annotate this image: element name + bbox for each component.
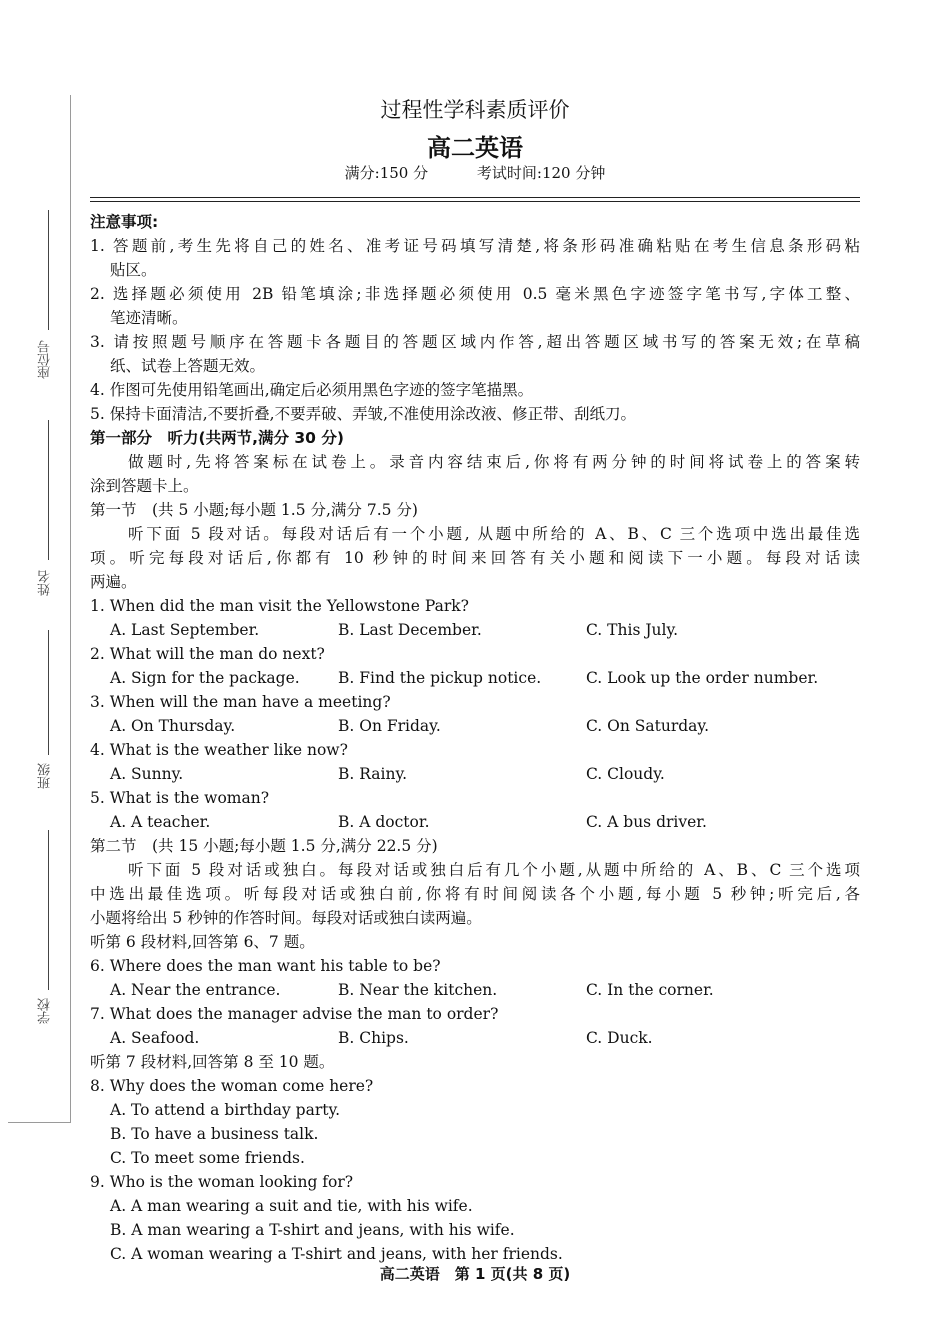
part1-title: 第一部分 听力(共两节,满分 30 分) <box>90 429 344 447</box>
option-b: B. Chips. <box>338 1029 409 1047</box>
option-c: C. To meet some friends. <box>110 1149 305 1167</box>
option-c: C. On Saturday. <box>586 717 710 735</box>
note-line: 2. 选择题必须使用 2B 铅笔填涂;非选择题必须使用 0.5 毫米黑色字迹签字笔书写,字体工整、 <box>90 285 860 303</box>
option-b: B. On Friday. <box>338 717 441 735</box>
option-c: C. A bus driver. <box>586 813 707 831</box>
option-c: C. This July. <box>586 621 679 639</box>
option-b: B. Near the kitchen. <box>338 981 498 999</box>
section2-intro: 中选出最佳选项。听每段对话或独白前,你将有时间阅读各个小题,每小题 5 秒钟;听完后,各 <box>90 885 860 903</box>
option-a: A. Sunny. <box>110 765 184 783</box>
binding-margin-line <box>70 95 71 1123</box>
note-line: 5. 保持卡面清洁,不要折叠,不要弄破、弄皱,不准使用涂改液、修正带、刮纸刀。 <box>90 405 636 423</box>
full-score: 满分:150 分 <box>344 164 429 182</box>
question-3: 3. When will the man have a meeting? <box>90 693 391 711</box>
question-6: 6. Where does the man want his table to be? <box>90 957 441 975</box>
section1-intro: 项。听完每段对话后,你都有 10 秒钟的时间来回答有关小题和阅读下一小题。每段对话读 <box>90 549 860 567</box>
option-c: C. In the corner. <box>586 981 714 999</box>
note-line: 3. 请按照题号顺序在答题卡各题目的答题区域内作答,超出答题区域书写的答案无效;在草稿 <box>90 333 860 351</box>
name-label: 姓名 <box>38 570 53 596</box>
option-a: A. Last September. <box>110 621 260 639</box>
options-1 <box>90 618 860 642</box>
exam-content <box>90 210 860 1266</box>
section2-intro: 听下面 5 段对话或独白。每段对话或独白后有几个小题,从题中所给的 A、B、C 三个选项 <box>128 861 860 879</box>
question-5: 5. What is the woman? <box>90 789 270 807</box>
option-b: B. A doctor. <box>338 813 430 831</box>
material-6: 听第 6 段材料,回答第 6、7 题。 <box>90 933 315 951</box>
seat-blank <box>48 210 49 330</box>
option-c: C. Cloudy. <box>586 765 665 783</box>
part1-intro: 涂到答题卡上。 <box>90 477 199 495</box>
question-2: 2. What will the man do next? <box>90 645 325 663</box>
class-label: 班级 <box>38 763 53 789</box>
notes-title: 注意事项: <box>90 213 159 231</box>
option-b: B. Rainy. <box>338 765 408 783</box>
option-a: A. A man wearing a suit and tie, with his wife. <box>110 1197 473 1215</box>
name-blank <box>48 420 49 560</box>
question-4: 4. What is the weather like now? <box>90 741 348 759</box>
option-c: C. A woman wearing a T-shirt and jeans, with her friends. <box>110 1245 563 1263</box>
school-blank <box>48 830 49 990</box>
note-line: 1. 答题前,考生先将自己的姓名、准考证号码填写清楚,将条形码准确粘贴在考生信息条形码粘 <box>90 237 860 255</box>
options-3 <box>90 714 860 738</box>
option-c: C. Look up the order number. <box>586 669 819 687</box>
option-b: B. Last December. <box>338 621 482 639</box>
note-line: 4. 作图可先使用铅笔画出,确定后必须用黑色字迹的签字笔描黑。 <box>90 381 534 399</box>
option-a: A. Sign for the package. <box>110 669 300 687</box>
school-label: 学校 <box>38 998 53 1024</box>
options-5 <box>90 810 860 834</box>
header-rule-top <box>90 197 860 198</box>
material-7: 听第 7 段材料,回答第 8 至 10 题。 <box>90 1053 335 1071</box>
option-a: A. Seafood. <box>110 1029 200 1047</box>
question-8: 8. Why does the woman come here? <box>90 1077 374 1095</box>
section1-intro: 两遍。 <box>90 573 137 591</box>
options-4 <box>90 762 860 786</box>
seat-label: 座位号 <box>38 340 53 380</box>
option-b: B. To have a business talk. <box>110 1125 319 1143</box>
exam-subtitle: 过程性学科素质评价 <box>380 98 570 122</box>
note-line: 纸、试卷上答题无效。 <box>110 357 266 375</box>
option-c: C. Duck. <box>586 1029 653 1047</box>
exam-time: 考试时间:120 分钟 <box>476 164 606 182</box>
section2-title: 第二节 (共 15 小题;每小题 1.5 分,满分 22.5 分) <box>90 837 438 855</box>
exam-meta <box>90 162 860 183</box>
question-9: 9. Who is the woman looking for? <box>90 1173 354 1191</box>
options-6 <box>90 978 860 1002</box>
option-a: A. A teacher. <box>110 813 211 831</box>
header-rule-bottom <box>90 201 860 202</box>
section1-intro: 听下面 5 段对话。每段对话后有一个小题, 从题中所给的 A、B、C 三个选项中选出最佳选 <box>128 525 860 543</box>
section1-title: 第一节 (共 5 小题;每小题 1.5 分,满分 7.5 分) <box>90 501 418 519</box>
option-a: A. To attend a birthday party. <box>110 1101 341 1119</box>
class-blank <box>48 630 49 755</box>
part1-intro: 做题时,先将答案标在试卷上。录音内容结束后,你将有两分钟的时间将试卷上的答案转 <box>128 453 860 471</box>
note-line: 笔迹清晰。 <box>110 309 188 327</box>
option-a: A. On Thursday. <box>110 717 236 735</box>
exam-title: 高二英语 <box>427 133 523 162</box>
question-7: 7. What does the manager advise the man to order? <box>90 1005 499 1023</box>
page-footer: 高二英语 第 1 页(共 8 页) <box>379 1265 571 1283</box>
options-7 <box>90 1026 860 1050</box>
option-a: A. Near the entrance. <box>110 981 281 999</box>
binding-margin-foot <box>8 1122 71 1123</box>
section2-intro: 小题将给出 5 秒钟的作答时间。每段对话或独白读两遍。 <box>90 909 482 927</box>
question-1: 1. When did the man visit the Yellowstone Park? <box>90 597 469 615</box>
options-2 <box>90 666 860 690</box>
option-b: B. Find the pickup notice. <box>338 669 542 687</box>
note-line: 贴区。 <box>110 261 157 279</box>
option-b: B. A man wearing a T-shirt and jeans, with his wife. <box>110 1221 515 1239</box>
